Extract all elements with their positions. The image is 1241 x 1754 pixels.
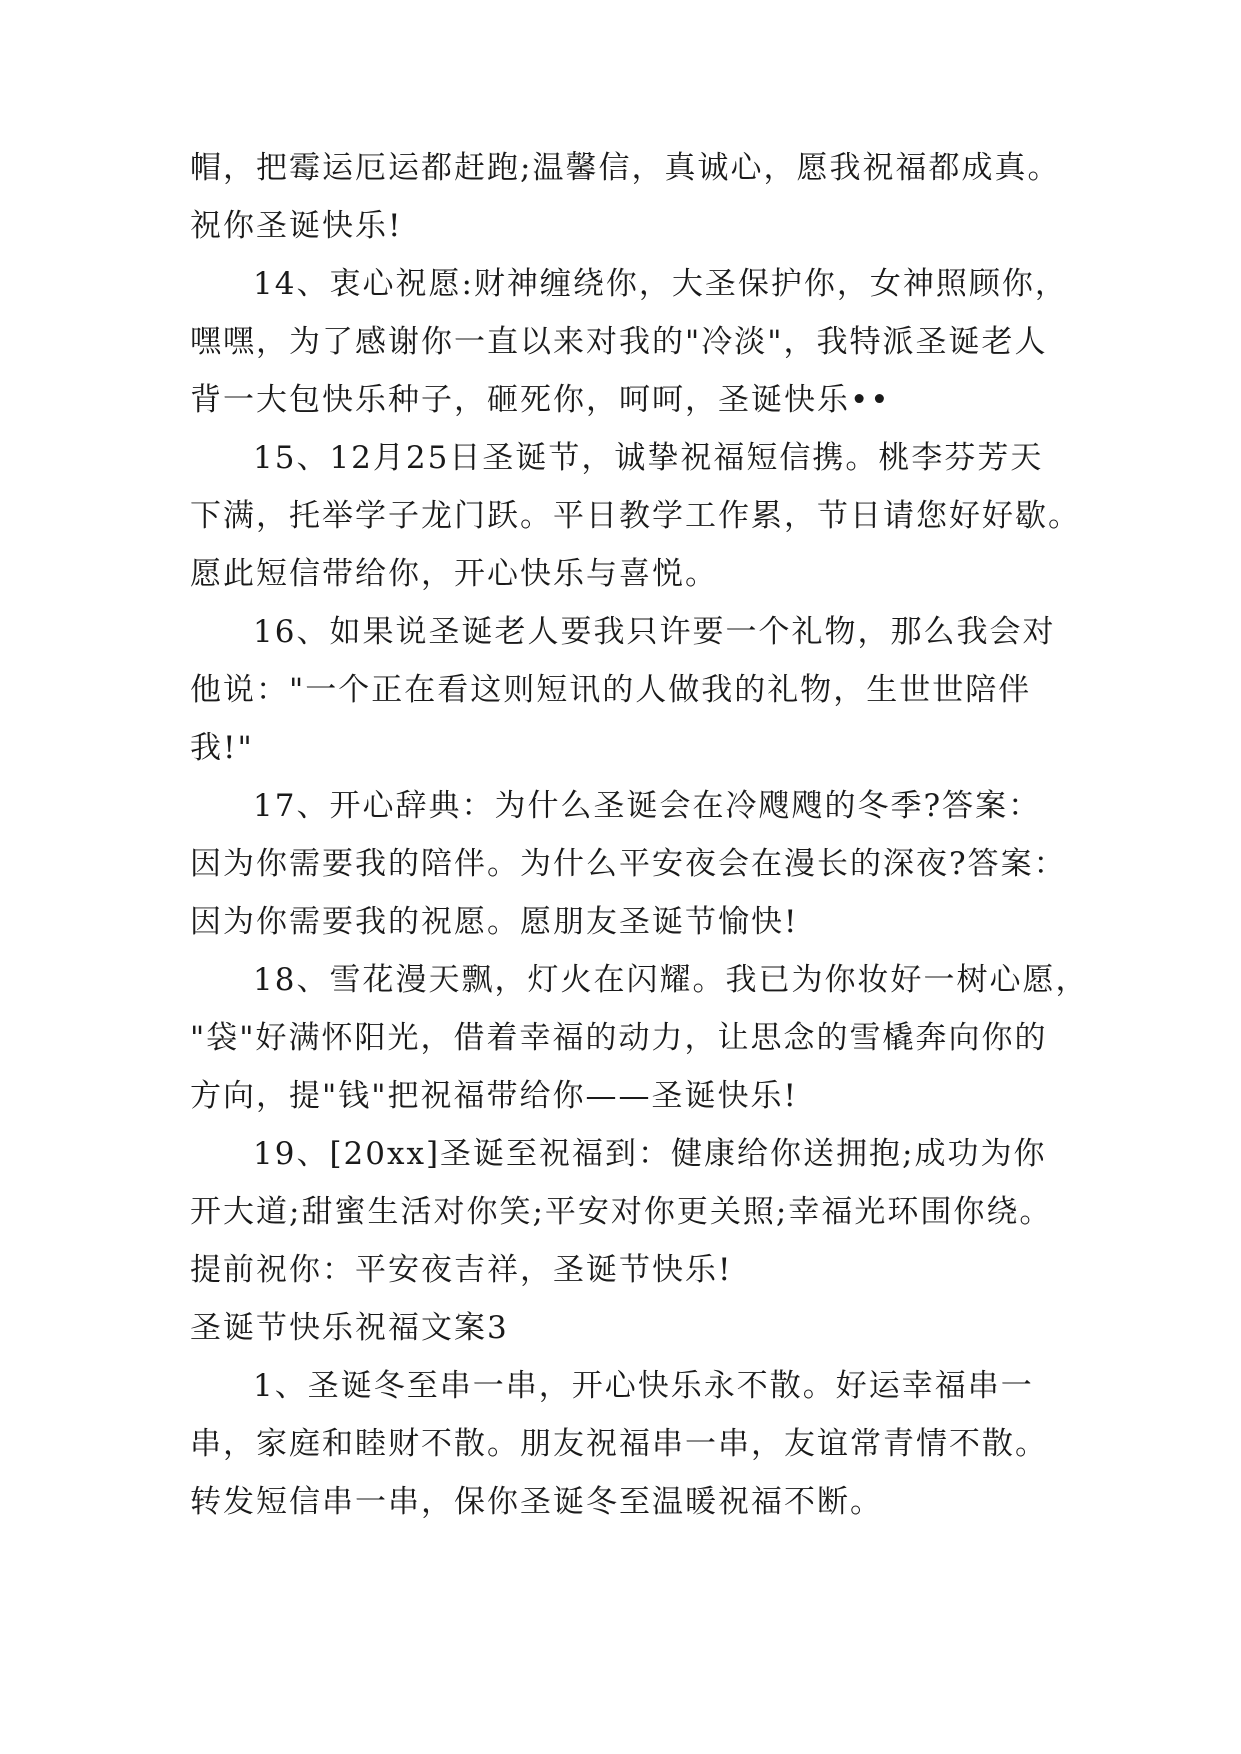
paragraph-start: 15、12月25日圣诞节，诚挚祝福短信携。桃李芬芳天 [253,440,1044,476]
paragraph-start: 19、[20xx]圣诞至祝福到：健康给你送拥抱;成功为你 [253,1136,1047,1172]
text-line: 转发短信串一串，保你圣诞冬至温暖祝福不断。 [190,1484,883,1520]
paragraph-start: 18、雪花漫天飘，灯火在闪耀。我已为你妆好一树心愿， [253,962,1089,998]
section-heading: 圣诞节快乐祝福文案3 [190,1310,509,1346]
paragraph-start: 1、圣诞冬至串一串，开心快乐永不散。好运幸福串一 [253,1368,1034,1404]
text-line: 因为你需要我的祝愿。愿朋友圣诞节愉快! [190,904,799,940]
text-line: 他说："一个正在看这则短讯的人做我的礼物，生世世陪伴 [190,672,1032,708]
text-line: 提前祝你：平安夜吉祥，圣诞节快乐! [190,1252,733,1288]
text-line: 开大道;甜蜜生活对你笑;平安对你更关照;幸福光环围你绕。 [190,1194,1053,1230]
text-line: 方向，提"钱"把祝福带给你——圣诞快乐! [190,1078,798,1114]
text-line: 帽，把霉运厄运都赶跑;温馨信，真诚心，愿我祝福都成真。 [190,150,1061,186]
text-line: 下满，托举学子龙门跃。平日教学工作累，节日请您好好歇。 [190,498,1081,534]
paragraph-start: 14、衷心祝愿:财神缠绕你，大圣保护你，女神照顾你， [253,266,1068,302]
text-line: "袋"好满怀阳光，借着幸福的动力，让思念的雪橇奔向你的 [190,1020,1048,1056]
paragraph-start: 17、开心辞典：为什么圣诞会在冷飕飕的冬季?答案： [253,788,1042,824]
text-line: 因为你需要我的陪伴。为什么平安夜会在漫长的深夜?答案： [190,846,1067,882]
paragraph-start: 16、如果说圣诞老人要我只许要一个礼物，那么我会对 [253,614,1056,650]
text-line: 愿此短信带给你，开心快乐与喜悦。 [190,556,718,592]
text-line: 我!" [190,730,254,766]
text-line: 嘿嘿，为了感谢你一直以来对我的"冷淡"，我特派圣诞老人 [190,324,1048,360]
text-line: 祝你圣诞快乐! [190,208,403,244]
text-line: 背一大包快乐种子，砸死你，呵呵，圣诞快乐•• [190,382,891,418]
text-line: 串，家庭和睦财不散。朋友祝福串一串，友谊常青情不散。 [190,1426,1048,1462]
